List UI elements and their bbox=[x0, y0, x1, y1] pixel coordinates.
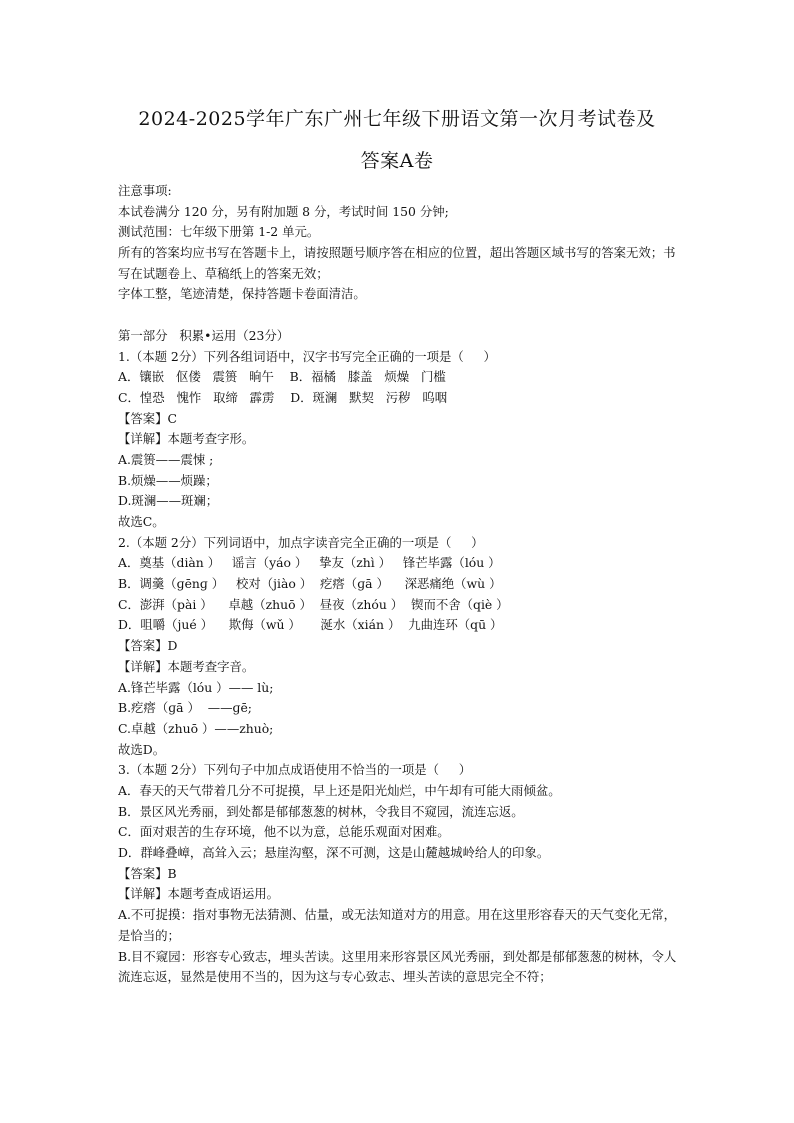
detail-heading: 【详解】本题考查字音。 bbox=[118, 658, 255, 674]
question-option: C．面对艰苦的生存环境，他不以为意，总能乐观面对困难。 bbox=[118, 824, 450, 840]
question-option: D．群峰叠嶂，高耸入云；悬崖沟壑，深不可测，这是山麓越城岭给人的印象。 bbox=[118, 845, 550, 861]
note-line: 测试范围：七年级下册第 1-2 单元。 bbox=[118, 224, 320, 240]
spacer bbox=[118, 305, 678, 326]
section-heading: 第一部分 积累•运用（23分） bbox=[118, 327, 290, 343]
question-option: D．咀嚼（jué ） 欺侮（wǔ ） 涎水（xián ） 九曲连环（qū ） bbox=[118, 617, 503, 633]
detail-line: D.斑澜——斑斓； bbox=[118, 493, 219, 509]
question-stem: 3.（本题 2分）下列句子中加点成语使用不恰当的一项是（ ） bbox=[118, 762, 472, 778]
question-options: A．镶嵌 伛偻 震篑 晌午 B．福橘 膝盖 烦燥 门槛 bbox=[118, 369, 446, 385]
doc-title-line-1: 2024-2025学年广东广州七年级下册语文第一次月考试卷及 bbox=[138, 108, 656, 130]
detail-paragraph: A.不可捉摸：指对事物无法猜测、估量，或无法知道对方的用意。用在这里形容春天的天气变化无常，是恰当的； bbox=[118, 907, 677, 943]
detail-line: B.烦燥——烦躁； bbox=[118, 472, 218, 488]
detail-heading: 【详解】本题考查字形。 bbox=[118, 431, 255, 447]
note-line: 所有的答案均应书写在答题卡上，请按照题号顺序答在相应的位置，超出答题区域书写的答案无效；书写在试题卷上、草稿纸上的答案无效； bbox=[118, 245, 676, 281]
question-option: B．景区风光秀丽，到处都是郁郁葱葱的树林，令我目不窥园，流连忘返。 bbox=[118, 803, 524, 819]
detail-heading: 【详解】本题考查成语运用。 bbox=[118, 886, 280, 902]
question-stem: 2.（本题 2分）下列词语中，加点字读音完全正确的一项是（ ） bbox=[118, 534, 484, 550]
question-option: C．澎湃（pài ） 卓越（zhuō ） 昼夜（zhóu ） 锲而不舍（qiè ） bbox=[118, 596, 509, 612]
detail-line: A.锋芒毕露（lóu ）—— lù; bbox=[118, 679, 274, 695]
question-option: B．调羹（ɡēnɡ ） 校对（jiào ） 疙瘩（ɡā ） 深恶痛绝（wù ） bbox=[118, 576, 502, 592]
doc-title-line-2: 答案A卷 bbox=[360, 150, 434, 172]
question-option: A．春天的天气带着几分不可捉摸，早上还是阳光灿烂，中午却有可能大雨倾盆。 bbox=[118, 782, 561, 798]
detail-line: B.疙瘩（ɡā ） ——ɡē; bbox=[118, 700, 252, 716]
doc-body bbox=[118, 181, 678, 988]
answer-line: 【答案】D bbox=[118, 638, 178, 654]
note-line: 本试卷满分 120 分，另有附加题 8 分，考试时间 150 分钟; bbox=[118, 203, 449, 219]
answer-line: 【答案】B bbox=[118, 865, 177, 881]
detail-line: C.卓越（zhuō ）——zhuò; bbox=[118, 720, 274, 736]
question-option: A．奠基（diàn ） 谣言（yáo ） 挚友（zhì ） 锋芒毕露（lóu ） bbox=[118, 555, 501, 571]
answer-line: 【答案】C bbox=[118, 410, 178, 426]
note-line: 字体工整，笔迹清楚，保持答题卡卷面清洁。 bbox=[118, 286, 366, 302]
detail-paragraph: B.目不窥园：形容专心致志，埋头苦读。这里用来形容景区风光秀丽，到处都是郁郁葱葱的树林，令人流连忘返，显然是使用不当的，因为这与专心致志、埋头苦读的意思完全不符； bbox=[118, 948, 677, 985]
conclusion-line: 故选D。 bbox=[118, 741, 166, 757]
notes-heading: 注意事项: bbox=[118, 183, 172, 198]
conclusion-line: 故选C。 bbox=[118, 514, 165, 530]
question-stem: 1.（本题 2分）下列各组词语中，汉字书写完全正确的一项是（ ） bbox=[118, 348, 496, 364]
detail-line: A.震篑——震悚 ; bbox=[118, 451, 214, 467]
question-options: C．惶恐 愧怍 取缔 霹雳 D．斑澜 默契 污秽 呜咽 bbox=[118, 389, 448, 405]
